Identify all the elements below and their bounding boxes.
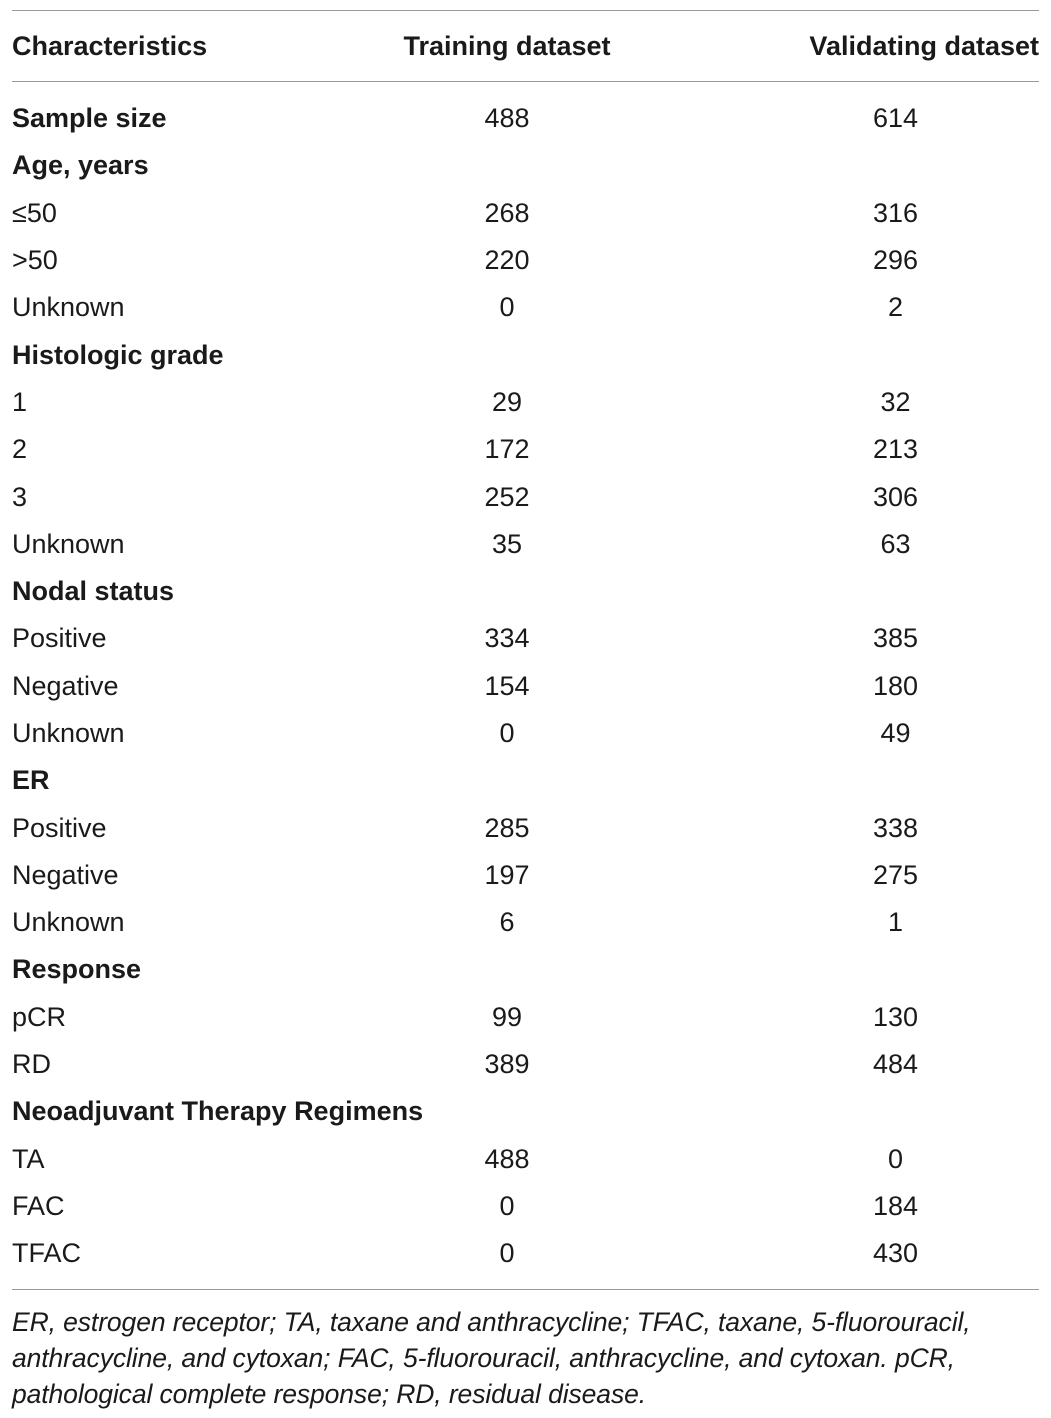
validating-value: 2 — [887, 292, 904, 323]
row-label: Nodal status — [12, 576, 175, 607]
training-value: 285 — [484, 812, 530, 843]
training-value: 35 — [491, 528, 523, 559]
validating-value: 32 — [880, 386, 911, 417]
table-header — [12, 11, 1039, 81]
row-label: 3 — [12, 481, 28, 512]
training-value: 172 — [484, 434, 530, 465]
bottom-rule — [12, 1289, 1039, 1290]
row-label: ≤50 — [12, 197, 57, 228]
validating-value: 614 — [872, 103, 919, 134]
section-row — [12, 142, 1039, 189]
row-label: Negative — [12, 670, 119, 701]
table-row — [12, 994, 1039, 1041]
section-row — [12, 946, 1039, 993]
validating-value: 180 — [872, 670, 919, 701]
table-row — [12, 190, 1039, 237]
validating-value: 130 — [872, 1001, 919, 1032]
training-value: 197 — [484, 859, 530, 890]
validating-value: 306 — [872, 481, 919, 512]
row-label: Unknown — [12, 292, 125, 323]
table-row — [12, 473, 1039, 520]
table-row — [12, 284, 1039, 331]
validating-value: 1 — [887, 907, 904, 938]
row-label: Unknown — [12, 907, 125, 938]
row-label: >50 — [12, 245, 58, 276]
training-value: 334 — [484, 623, 530, 654]
training-value: 99 — [491, 1001, 523, 1032]
validating-value: 430 — [872, 1238, 919, 1269]
table-row — [12, 1041, 1039, 1088]
header-characteristics: Characteristics — [12, 30, 208, 61]
training-value: 154 — [484, 670, 530, 701]
training-value: 0 — [499, 718, 515, 748]
table-body — [12, 82, 1039, 1289]
table-row — [12, 237, 1039, 284]
training-value: 252 — [484, 481, 530, 512]
validating-value: 385 — [872, 623, 919, 654]
row-label: Sample size — [12, 103, 167, 134]
row-label: 1 — [12, 386, 28, 417]
table-row — [12, 1230, 1039, 1277]
training-value: 488 — [484, 103, 530, 134]
row-label: TA — [12, 1143, 45, 1174]
row-label: Positive — [12, 812, 107, 843]
row-label: RD — [12, 1049, 51, 1080]
table-row — [12, 1136, 1039, 1183]
row-label: Neoadjuvant Therapy Regimens — [12, 1096, 424, 1127]
training-value: 389 — [484, 1049, 530, 1080]
section-row — [12, 1088, 1039, 1135]
training-value: 6 — [499, 907, 515, 938]
characteristics-table — [12, 10, 1039, 1412]
table-row — [12, 615, 1039, 662]
validating-value: 275 — [872, 859, 919, 890]
row-label: TFAC — [12, 1238, 82, 1269]
row-label: Positive — [12, 623, 107, 654]
table-row — [12, 852, 1039, 899]
row-label: Negative — [12, 859, 119, 890]
table-row — [12, 379, 1039, 426]
row-label: Response — [12, 954, 142, 985]
section-row — [12, 568, 1039, 615]
row-label: Histologic grade — [12, 339, 224, 370]
validating-value: 296 — [872, 245, 919, 276]
validating-value: 213 — [872, 434, 919, 465]
row-label: Unknown — [12, 528, 125, 559]
row-label: Age, years — [12, 150, 149, 181]
training-value: 0 — [499, 1238, 515, 1269]
section-row — [12, 95, 1039, 142]
table-row — [12, 521, 1039, 568]
training-value: 0 — [499, 292, 515, 323]
validating-value: 316 — [872, 197, 919, 228]
row-label: FAC — [12, 1190, 65, 1221]
training-value: 220 — [484, 245, 530, 276]
row-label: 2 — [12, 434, 28, 465]
training-value: 0 — [499, 1190, 515, 1221]
table-row — [12, 1183, 1039, 1230]
table-row — [12, 426, 1039, 473]
validating-value: 0 — [887, 1143, 904, 1174]
training-value: 488 — [484, 1143, 530, 1174]
section-row — [12, 757, 1039, 804]
row-label: pCR — [12, 1001, 67, 1032]
validating-value: 484 — [872, 1049, 919, 1080]
table-row — [12, 804, 1039, 851]
validating-value: 63 — [880, 528, 911, 559]
row-label: ER — [12, 765, 50, 796]
header-validating-dataset: Validating dataset — [809, 30, 1039, 61]
table-row — [12, 663, 1039, 710]
validating-value: 184 — [872, 1190, 919, 1221]
table-row — [12, 710, 1039, 757]
training-value: 29 — [491, 386, 523, 417]
header-training-dataset: Training dataset — [403, 30, 611, 61]
table-footnote: ER, estrogen receptor; TA, taxane and anthracycline; TFAC, taxane, 5-fluorouracil, anthracycline, and cytoxan; FAC, 5-fluorouracil, anthracycline, and cytoxan. pCR, pathological complete response; RD, residual disease. — [12, 1307, 971, 1410]
training-value: 268 — [484, 197, 530, 228]
validating-value: 49 — [880, 718, 911, 748]
validating-value: 338 — [872, 812, 919, 843]
row-label: Unknown — [12, 718, 125, 748]
section-row — [12, 331, 1039, 378]
table-row — [12, 899, 1039, 946]
